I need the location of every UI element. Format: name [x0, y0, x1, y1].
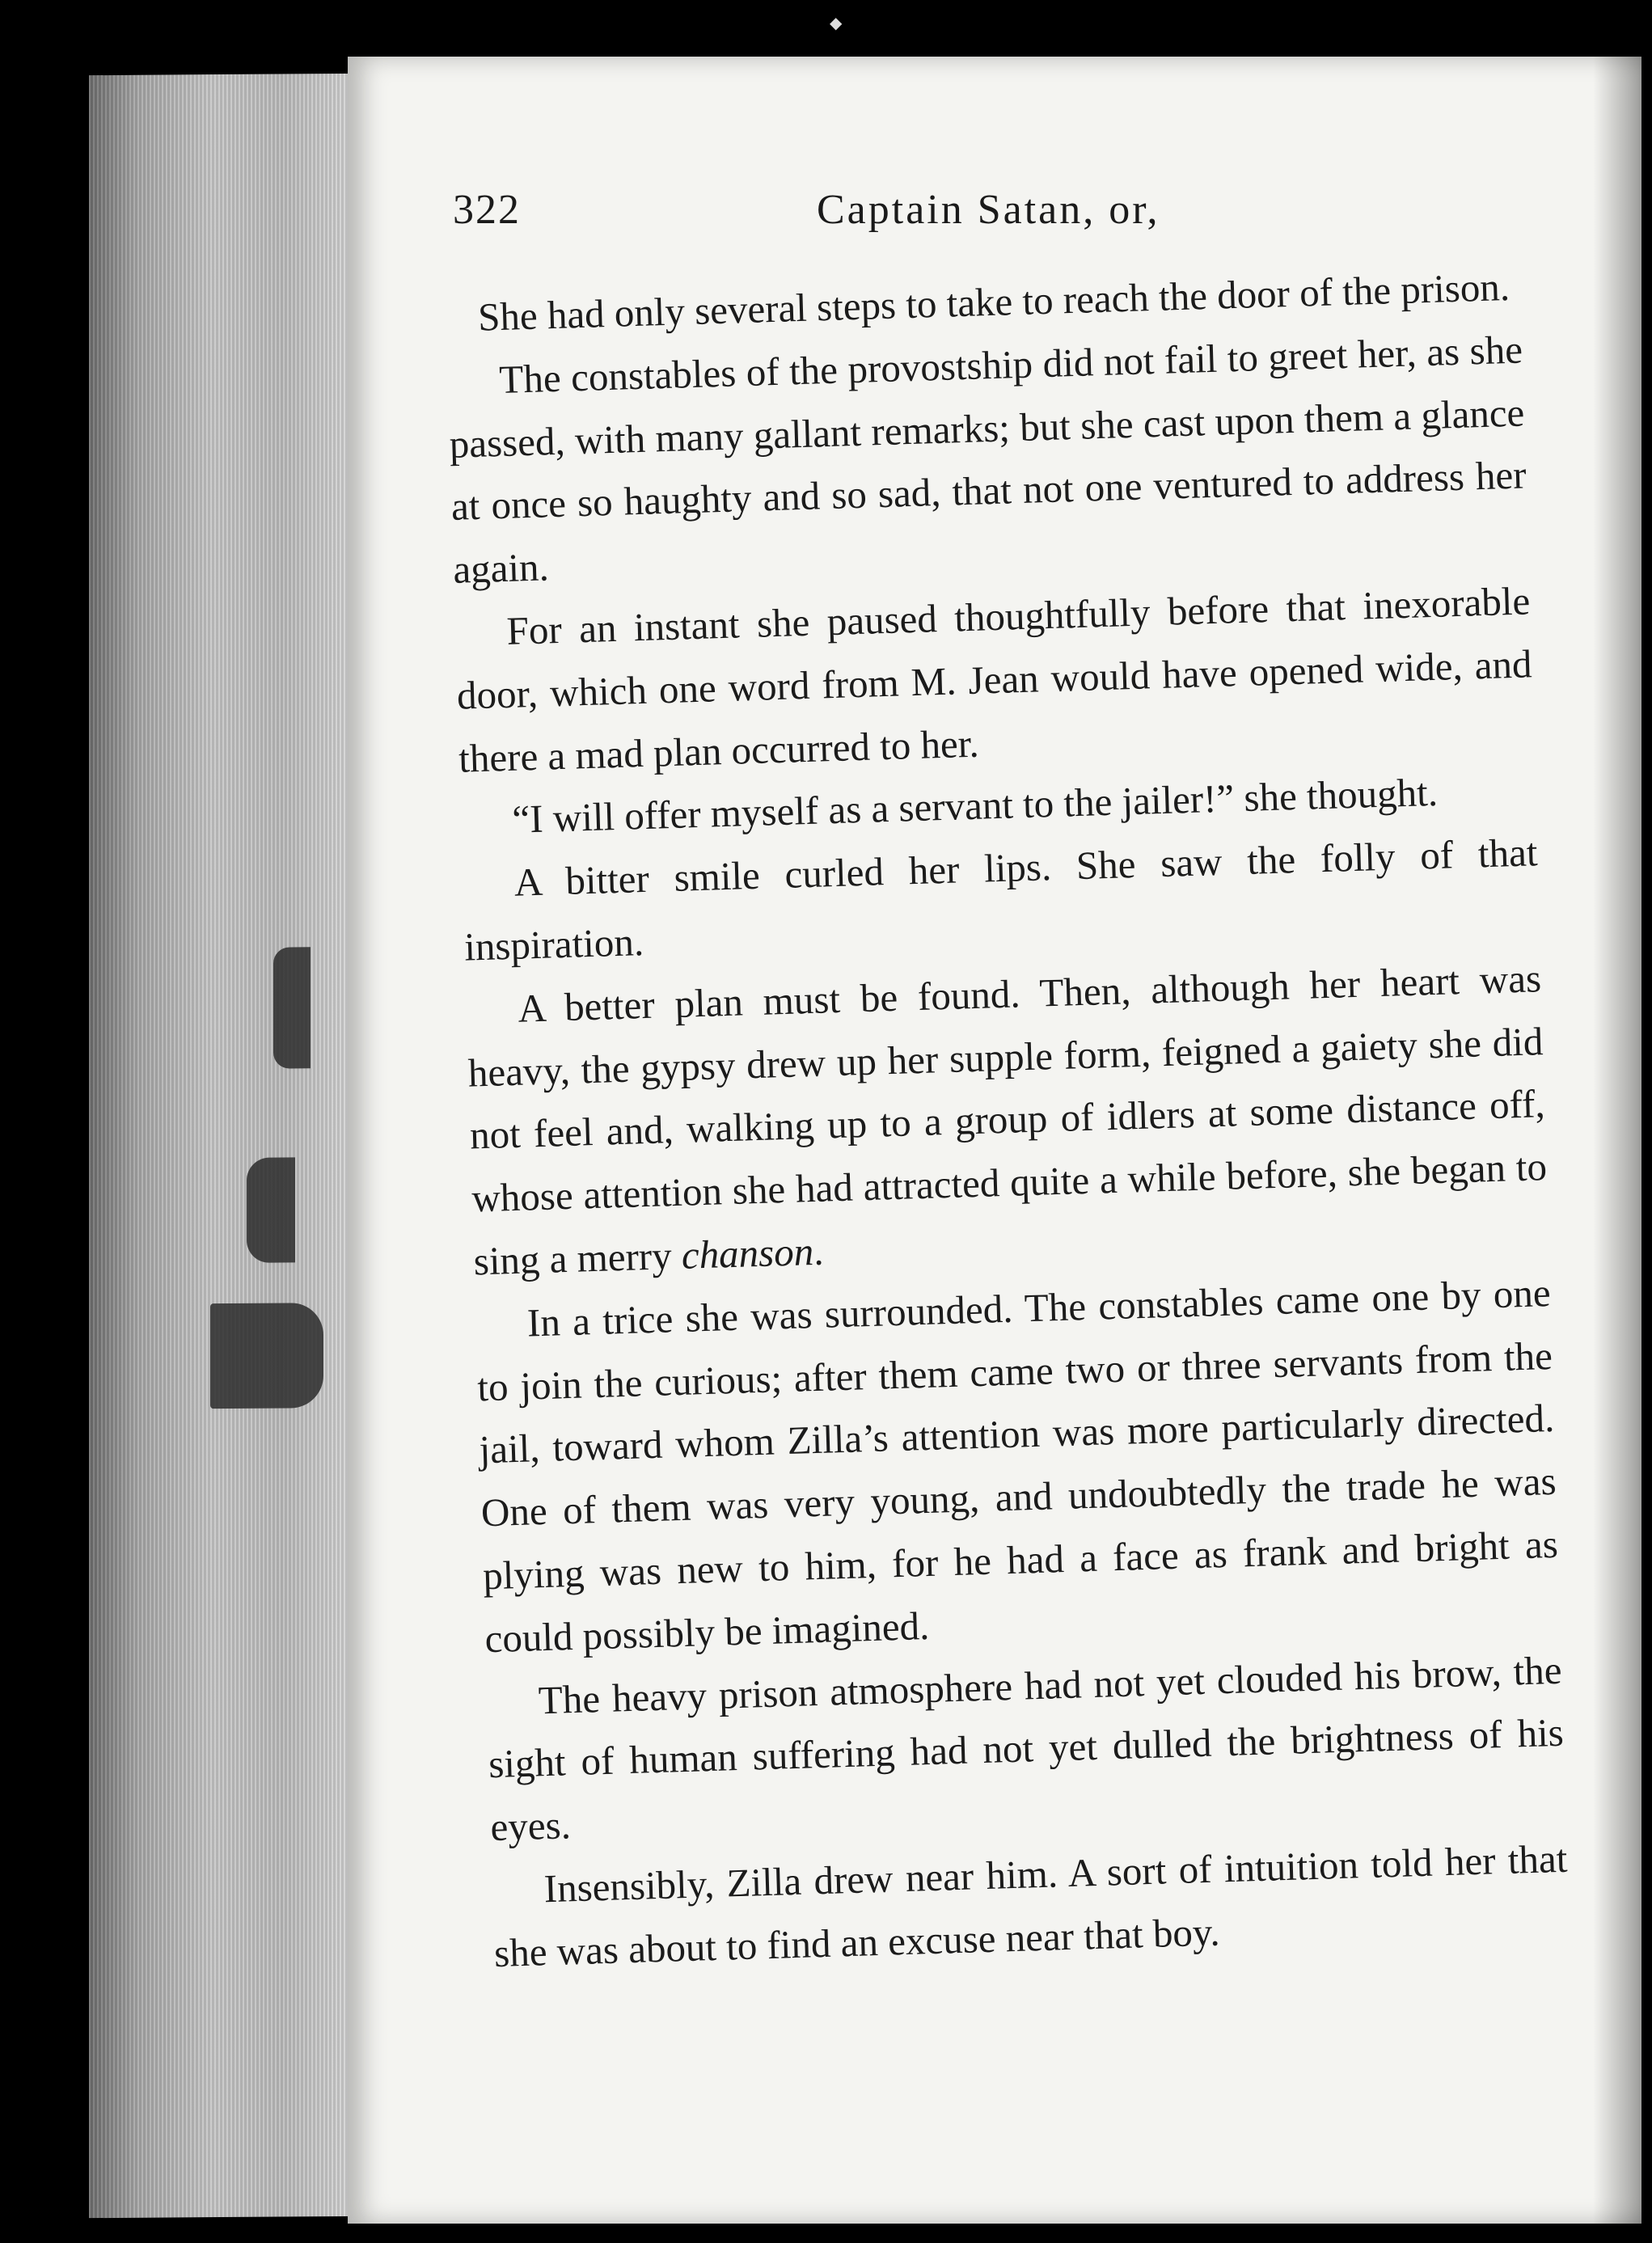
edge-stamp-mark [273, 947, 311, 1068]
paragraph: In a trice she was surrounded. The constables came one by one to join the curious; after them came two or three servants from the jail, toward whom Zilla’s attention was more particularly directed. One of them was very young, and undoubtedly the trade he was plying was new to him, for he had a face as frank and bright as could possibly be imagined. [476, 1269, 1559, 1661]
paragraph-text: A better plan must be found. Then, although her heart was heavy, the gypsy drew up her supple form, feigned a gaiety she did not feel and, walking up to a group of idlers at some distance off, whose attention she had attracted quite a while before, she began to sing a merry [467, 955, 1548, 1284]
paragraph [465, 947, 1549, 1293]
paragraph: For an instant she paused thoughtfully before that inexorable door, which one word from M. Jean would have opened wide, and there a mad plan occurred to her. [456, 578, 1533, 781]
paragraph-text: . [813, 1228, 825, 1274]
page-number: 322 [453, 187, 521, 233]
edge-stamp-mark [247, 1157, 295, 1262]
book-page [348, 57, 1641, 2224]
paragraph: “I will offer myself as a servant to the jailer!” she thought. [511, 770, 1439, 843]
scan-mark: ◆ [830, 15, 843, 32]
paragraph: The constables of the provostship did not fail to greet her, as she passed, with many gallant remarks; but she cast upon them a glance at once so haughty and so sad, that not one ventured to address her again. [448, 327, 1527, 593]
paragraph: Insensibly, Zilla drew near him. A sort of intuition told her that she was about to find an excuse near that boy. [493, 1835, 1569, 1975]
page-curl-shadow [1593, 57, 1641, 2224]
body-text [445, 256, 1570, 1985]
edge-stamp-mark [210, 1303, 323, 1409]
book-page-edge [89, 74, 364, 2218]
page-header [453, 186, 1585, 251]
paragraph: She had only several steps to take to reach the door of the prison. [477, 264, 1510, 340]
paragraph: A bitter smile curled her lips. She saw the folly of that inspiration. [463, 830, 1539, 969]
paragraph: The heavy prison atmosphere had not yet clouded his brow, the sight of human suffering had not yet dulled the brightness of his eyes. [488, 1647, 1565, 1850]
running-title: Captain Satan, or, [817, 187, 1160, 233]
italic-word: chanson [681, 1228, 814, 1278]
